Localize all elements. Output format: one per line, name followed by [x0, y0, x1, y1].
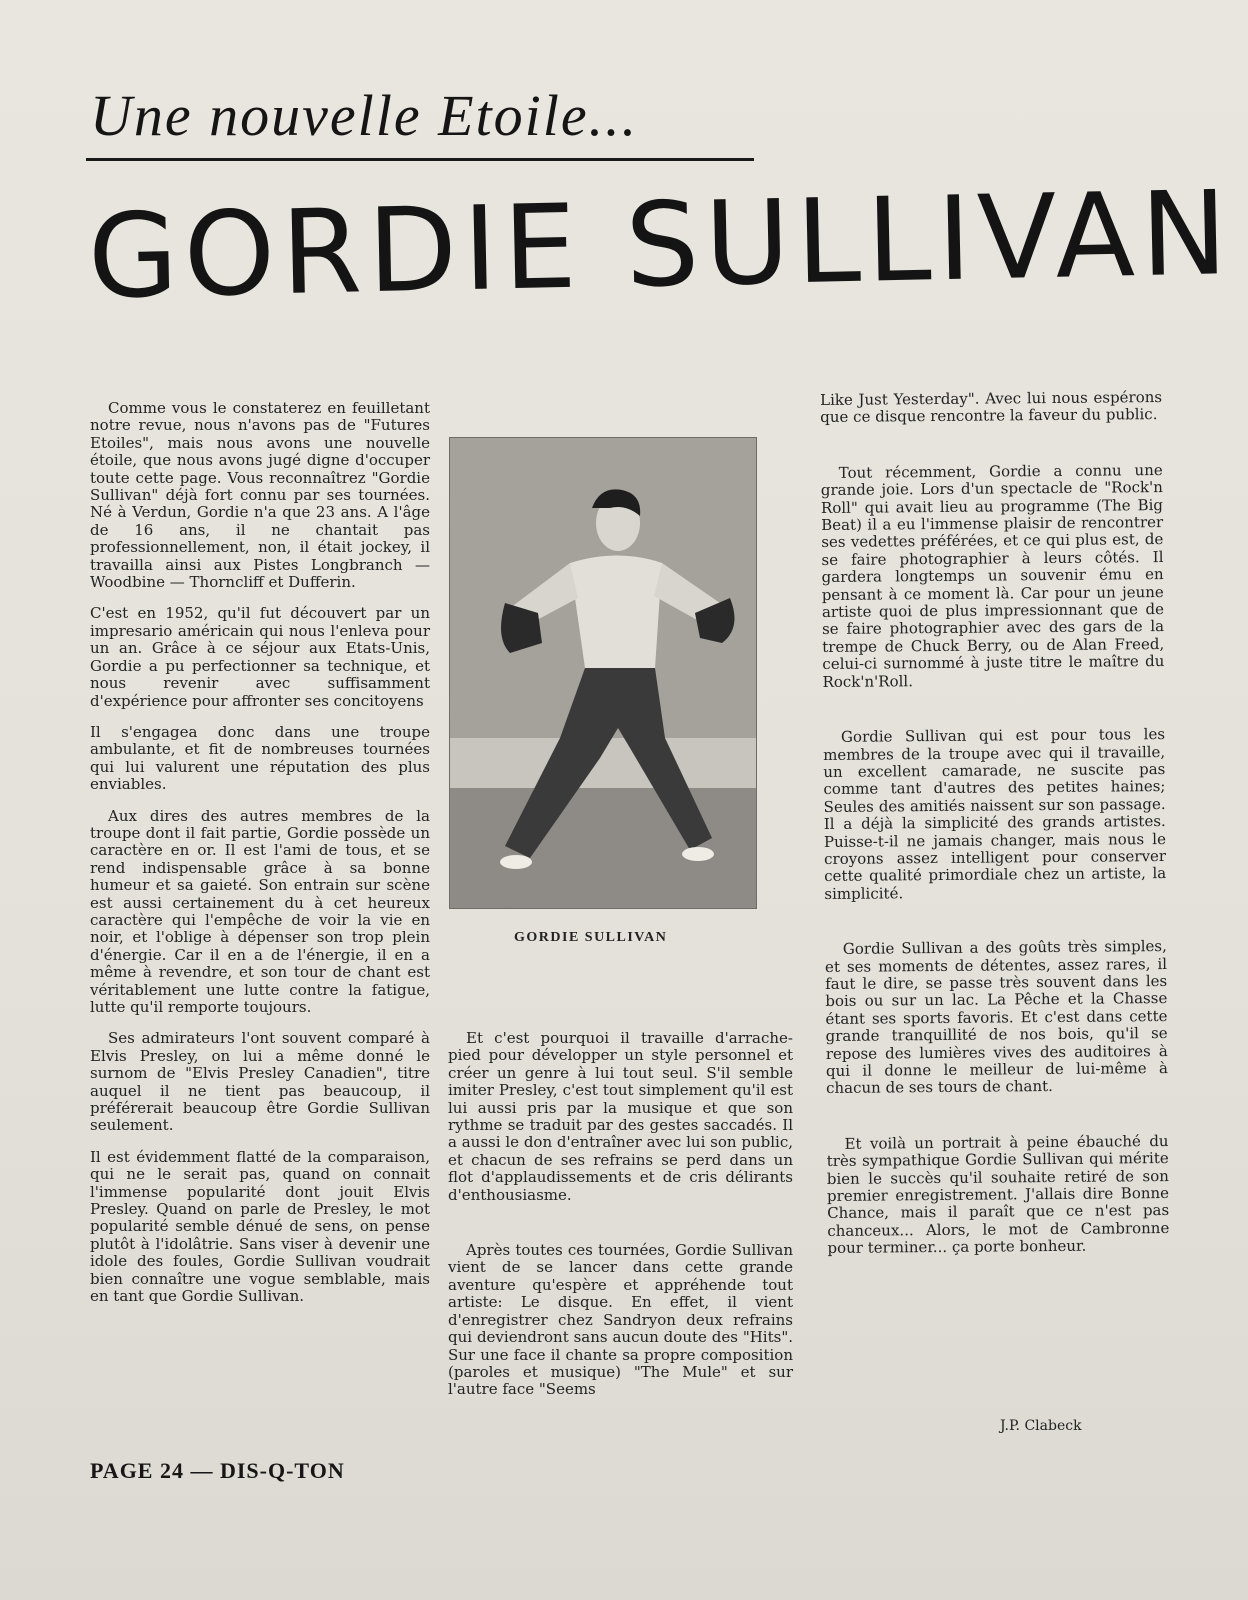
paragraph: Like Just Yesterday". Avec lui nous espérons que ce disque rencontre la faveur du public.: [819, 388, 1163, 427]
article-column-2: [448, 1030, 793, 1413]
kicker-title: Une nouvelle Etoile...: [90, 83, 639, 148]
article-column-3: [820, 389, 1170, 1272]
kicker-underline: [86, 158, 754, 161]
photo-caption: GORDIE SULLIVAN: [514, 930, 668, 945]
paragraph: Gordie Sullivan a des goûts très simples, et ses moments de détentes, assez rares, il faut le dire, se passe très souvent dans les bois ou sur un lac. La Pêche et la Chasse étant ses sports favoris. Et c'est dans cette grande tranquillité de nos bois, qu'il se repose des lumières vives des auditoires à qui il donne le meilleur de lui-même à chacun de ses tours de chant.: [824, 937, 1168, 1098]
article-column-1: [90, 400, 430, 1320]
paragraph: Tout récemment, Gordie a connu une grande joie. Lors d'un spectacle de "Rock'n Roll" qui avait lieu au programme (The Big Beat) il a eu l'immense plaisir de rencontrer ses vedettes préférées, et ce qui plus est, de se faire photographier à leurs côtés. Il gardera longtemps un souvenir ému en pensant à ce moment là. Car pour un jeune artiste quoi de plus impressionnant que de se faire photographier avec des gars de la trempe de Chuck Berry, ou de Alan Freed, celui-ci surnommé à juste titre le maître du Rock'n'Roll.: [820, 460, 1165, 691]
headline: GORDIE SULLIVAN: [86, 166, 1235, 325]
paragraph: Et voilà un portrait à peine ébauché du très sympathique Gordie Sullivan qui mérite bien le succès qu'il souhaite retiré de son premier enregistrement. J'allais dire Bonne Chance, mais il paraît que ce n'est pas chanceux... Alors, le mot de Cambronne pour terminer... ça porte bonheur.: [826, 1131, 1170, 1258]
paragraph: C'est en 1952, qu'il fut découvert par un impresario américain qui nous l'enleva pour un an. Grâce à ce séjour aux Etats-Unis, Gordie a pu perfectionner sa technique, et nous revenir avec suffisamment d'expérience pour affronter ses concitoyens: [90, 604, 430, 710]
paragraph: Gordie Sullivan qui est pour tous les membres de la troupe avec qui il travaille, un excellent camarade, ne suscite pas comme tant d'autres des petites haines; Seules des amitiés naissent sur son passage. Il a déjà la simplicité des grands artistes. Puisse-t-il ne jamais changer, mais nous le croyons assez intelligent pour conserver cette qualité primordiale chez un artiste, la simplicité.: [823, 725, 1167, 903]
paragraph: Et c'est pourquoi il travaille d'arrache-pied pour développer un style personnel et créer un genre à lui tout seul. S'il semble imiter Presley, c'est tout simplement qu'il est lui aussi pris par la musique et que son rythme se traduit par des gestes saccadés. Il a aussi le don d'entraîner avec lui son public, et chacun de ses refrains se perd dans un flot d'applaudissements et de cris délirants d'enthousiasme.: [448, 1029, 793, 1204]
portrait-photo: [449, 437, 757, 909]
paragraph: Il s'engagea donc dans une troupe ambulante, et fit de nombreuses tournées qui lui valurent une réputation des plus enviables.: [90, 722, 430, 794]
performer-silhouette: [450, 438, 756, 908]
paragraph: Aux dires des autres membres de la troupe dont il fait partie, Gordie possède un caractère en or. Il est l'ami de tous, et se rend indispensable grâce à sa bonne humeur et sa gaieté. Son entrain sur scène est aussi certainement du à cet heureux caractère qui l'empêche de voir la vie en noir, et l'oblige à dépenser son trop plein d'énergie. Car il en a de l'énergie, il en a même à revendre, et son tour de chant est véritablement une lutte contre la fatigue, lutte qu'il remporte toujours.: [90, 806, 430, 1016]
paragraph: Comme vous le constaterez en feuilletant notre revue, nous n'avons pas de "Futures Etoiles", mais nous avons une nouvelle étoile, que nous avons jugé digne d'occuper toute cette page. Vous reconnaîtrez "Gordie Sullivan" déjà fort connu par ses tournées. Né à Verdun, Gordie n'a que 23 ans. A l'âge de 16 ans, il ne chantait pas professionnellement, non, il était jockey, il travailla ainsi aux Pistes Longbranch — Woodbine — Thorncliff et Dufferin.: [90, 399, 430, 592]
page-footer: PAGE 24 — DIS-Q-TON: [90, 1458, 345, 1483]
paragraph: Après toutes ces tournées, Gordie Sullivan vient de se lancer dans cette grande aventure qu'espère et appréhende tout artiste: Le disque. En effet, il vient d'enregistrer chez Sandryon deux refrains qui deviendront sans aucun doute des "Hits". Sur une face il chante sa propre composition (paroles et musique) "The Mule" et sur l'autre face "Seems: [448, 1241, 793, 1399]
paragraph: Ses admirateurs l'ont souvent comparé à Elvis Presley, on lui a même donné le surnom de "Elvis Presley Canadien", titre auquel il ne tient pas beaucoup, il préférerait beaucoup être Gordie Sullivan seulement.: [90, 1029, 430, 1135]
paragraph: Il est évidemment flatté de la comparaison, qui ne le serait pas, quand on connait l'immense popularité dont jouit Elvis Presley. Quand on parle de Presley, le mot popularité semble dénué de sens, on pense plutôt à l'idolâtrie. Sans viser à devenir une idole des foules, Gordie Sullivan voudrait bien connaître une vogue semblable, mais en tant que Gordie Sullivan.: [90, 1147, 430, 1306]
author-signature: J.P. Clabeck: [1000, 1418, 1082, 1434]
